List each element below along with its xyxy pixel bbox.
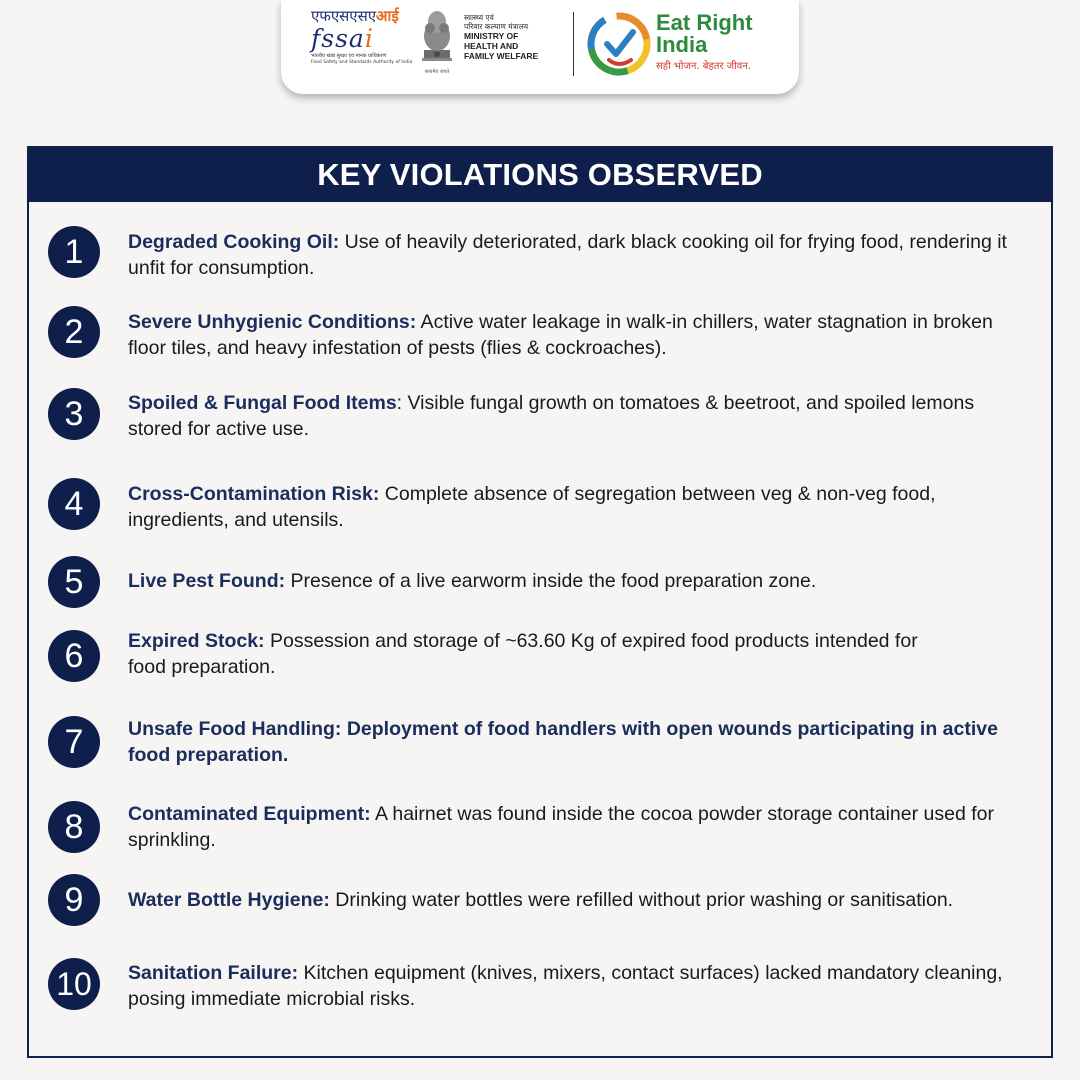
fssai-subtitle-hindi: भारतीय खाद्य सुरक्षा एवं मानक प्राधिकरण	[311, 53, 387, 59]
item-heading: Sanitation Failure:	[128, 962, 299, 984]
fssai-wordmark	[311, 25, 413, 53]
item-text	[128, 568, 1028, 594]
item-heading: Water Bottle Hygiene:	[128, 889, 330, 911]
item-body: Deployment of food handlers with open wounds participating in active food preparation.	[128, 718, 998, 766]
item-body: Active water leakage in walk-in chillers, water stagnation in broken floor tiles, and heavy infestation of pests (flies & cockroaches).	[128, 311, 993, 359]
item-body: : Visible fungal growth on tomatoes & beetroot, and spoiled lemons stored for active use.	[128, 392, 975, 440]
eat-right-india-title: Eat Right India	[656, 10, 753, 57]
item-text	[128, 481, 1028, 533]
item-number-badge: 8	[48, 801, 100, 853]
item-heading: Unsafe Food Handling:	[128, 718, 342, 740]
item-number-badge: 3	[48, 388, 100, 440]
item-number-badge: 10	[48, 958, 100, 1010]
panel-header	[29, 148, 1051, 202]
emblem-motto: सत्यमेव जयते	[424, 69, 450, 75]
item-text	[128, 628, 958, 680]
fssai-subtitle-english: Food Safety and Standards Authority of India	[311, 60, 413, 65]
item-text	[128, 390, 1028, 442]
item-body: Presence of a live earworm inside the food preparation zone.	[285, 570, 817, 592]
violations-panel	[27, 146, 1053, 1058]
item-text	[128, 887, 1043, 913]
item-text	[128, 309, 1028, 361]
item-heading: Spoiled & Fungal Food Items	[128, 392, 397, 414]
item-body: Complete absence of segregation between veg & non-veg food, ingredients, and utensils.	[128, 483, 936, 531]
item-number-badge: 1	[48, 226, 100, 278]
item-body: Kitchen equipment (knives, mixers, contact surfaces) lacked mandatory cleaning, posing immediate microbial risks.	[128, 962, 1003, 1010]
item-number-badge: 9	[48, 874, 100, 926]
item-heading: Degraded Cooking Oil:	[128, 231, 340, 253]
eat-right-india-tagline: सही भोजन. बेहतर जीवन.	[656, 61, 752, 72]
fssai-hindi-name	[311, 8, 413, 25]
item-body: Use of heavily deteriorated, dark black cooking oil for frying food, rendering it unfit for consumption.	[128, 231, 1007, 279]
item-text	[128, 960, 1028, 1012]
item-number-badge: 6	[48, 630, 100, 682]
ministry-label	[464, 13, 562, 61]
item-heading: Severe Unhygienic Conditions:	[128, 311, 417, 333]
fssai-word-suffix: i	[364, 24, 374, 53]
ministry-english-name: MINISTRY OF HEALTH AND FAMILY WELFARE	[464, 31, 539, 61]
ministry-hindi-line1: स्वास्थ्य एवं	[464, 13, 494, 22]
fssai-logo	[311, 8, 413, 66]
ministry-hindi-line2: परिवार कल्याण मंत्रालय	[464, 22, 529, 31]
eat-right-india-logo-icon	[587, 12, 651, 81]
logo-card	[281, 0, 799, 94]
item-text	[128, 801, 998, 853]
item-number-badge: 5	[48, 556, 100, 608]
item-heading: Contaminated Equipment:	[128, 803, 371, 825]
item-body: Possession and storage of ~63.60 Kg of expired food products intended for food preparation.	[128, 630, 918, 678]
item-text	[128, 229, 1028, 281]
item-heading: Expired Stock:	[128, 630, 265, 652]
item-number-badge: 4	[48, 478, 100, 530]
item-body: A hairnet was found inside the cocoa powder storage container used for sprinkling.	[128, 803, 994, 851]
fssai-hindi-suffix: आई	[376, 7, 399, 25]
item-heading: Live Pest Found:	[128, 570, 286, 592]
item-number-badge: 2	[48, 306, 100, 358]
national-emblem-icon	[418, 6, 456, 75]
item-heading: Cross-Contamination Risk:	[128, 483, 380, 505]
item-number-badge: 7	[48, 716, 100, 768]
fssai-word-prefix: fssa	[311, 24, 365, 53]
item-text	[128, 716, 1008, 768]
panel-title: KEY VIOLATIONS OBSERVED	[317, 157, 763, 192]
item-body: Drinking water bottles were refilled without prior washing or sanitisation.	[329, 889, 954, 911]
fssai-hindi-prefix: एफएसएसए	[311, 7, 377, 25]
logo-divider	[573, 12, 574, 76]
